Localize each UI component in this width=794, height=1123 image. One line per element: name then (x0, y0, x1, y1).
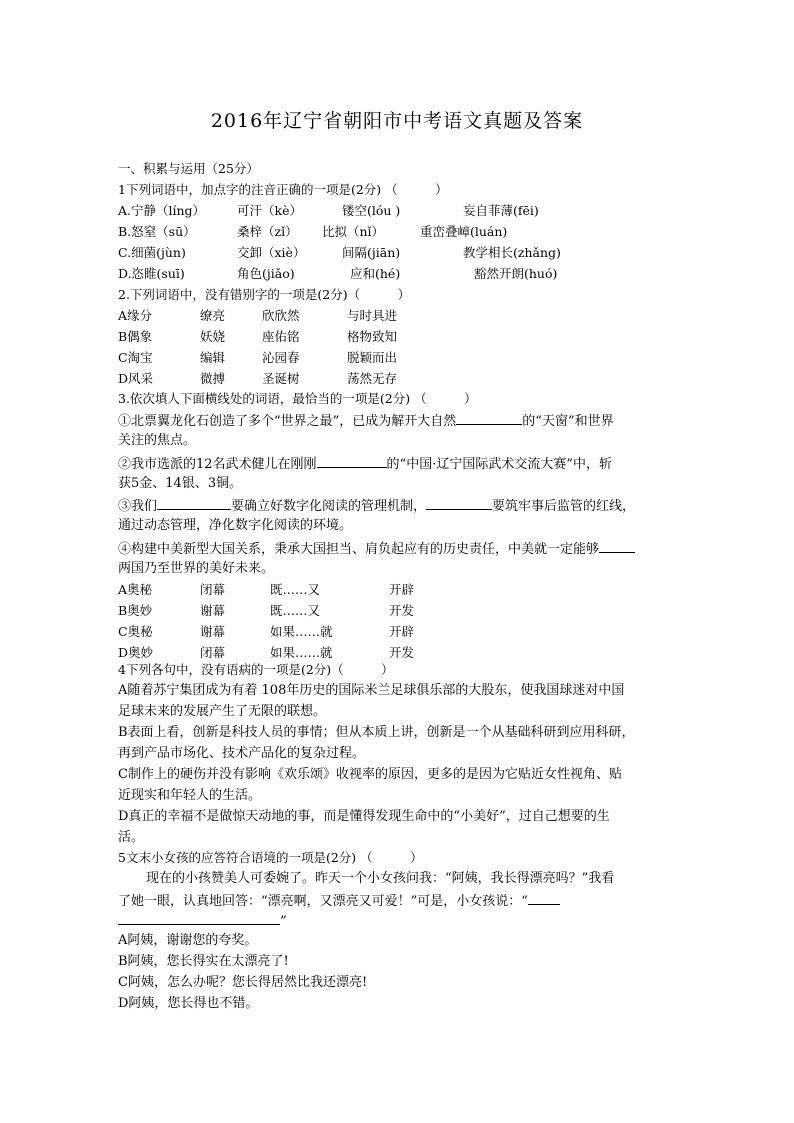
q5-passage-line1: 现在的小孩赞美人可委婉了。昨天一个小女孩问我：“阿姨，我长得漂亮吗？”我看 (146, 871, 615, 886)
q5-blank-1 (528, 892, 560, 905)
q1-c-2: 交卸（xiè） (237, 245, 306, 260)
section-heading: 一、积累与运用（25分） (118, 161, 259, 176)
q1-d-2: 角色(jiǎo) (237, 266, 295, 281)
q3-s4-part1: ④构建中美新型大国关系，秉承大国担当、肩负起应有的历史责任，中美就一定能够 (118, 542, 600, 557)
q3-s4-part2: 两国乃至世界的美好未来。 (118, 561, 275, 576)
q2-c-3: 沁园春 (262, 350, 300, 365)
q3-blank-4 (426, 497, 492, 510)
q1-b-1: B.怒窒（sū） (118, 224, 196, 239)
q4-option-c-line1: C制作上的硬伤并没有影响《欢乐颂》收视率的原因，更多的是因为它贴近女性视角、贴 (118, 767, 622, 782)
q5-passage-line2 (118, 892, 560, 910)
q3-s3-part1: ③我们 (118, 499, 158, 514)
q4-option-c-line2: 近现实和年轻人的生活。 (118, 788, 262, 803)
q4-option-d-line1: D真正的幸福不是做惊天动地的事，而是懂得发现生命中的“小美好”，过自己想要的生 (118, 809, 610, 824)
q2-c-2: 编辑 (200, 350, 226, 365)
q3-sentence-2 (118, 455, 612, 473)
question-3-stem: 3.依次填人下面横线处的词语，最恰当的一项是(2分) （ ） (118, 391, 477, 406)
q4-option-b-line2: 再到产品市场化、技术产品化的复杂过程。 (118, 746, 366, 761)
q3-b-3: 既……又 (270, 603, 321, 618)
q3-c-4: 开辟 (389, 624, 415, 639)
q3-s3-part2: 要确立好数字化阅读的管理机制， (231, 499, 427, 514)
q3-s1-part3: 关注的焦点。 (118, 433, 197, 448)
page-title: 2016年辽宁省朝阳市中考语文真题及答案 (210, 110, 584, 132)
q1-b-2: 桑梓（zǐ） (237, 224, 298, 239)
q3-a-1: A奥秘 (118, 582, 153, 597)
q3-sentence-3 (118, 497, 635, 515)
q3-b-2: 谢幕 (200, 603, 226, 618)
q2-d-2: 微搏 (200, 371, 226, 386)
q5-option-c: C阿姨，怎么办呢？您长得居然比我还漂亮! (118, 975, 368, 990)
q1-c-1: C.细菌(jùn) (118, 245, 186, 260)
q4-option-d-line2: 活。 (118, 830, 145, 845)
q3-blank-3 (157, 497, 231, 510)
q3-a-3: 既……又 (270, 582, 321, 597)
q2-a-3: 欣欣然 (262, 308, 300, 323)
q2-a-4: 与时具进 (347, 308, 398, 323)
q2-b-3: 座佑铭 (262, 329, 300, 344)
question-2-stem: 2.下列词语中，没有错别字的一项是(2分)（ ） (118, 287, 411, 302)
q3-b-1: B奥妙 (118, 603, 153, 618)
q3-a-4: 开辟 (389, 582, 415, 597)
q2-d-1: D风采 (118, 371, 154, 386)
q3-s2-part3: 获5金、14银、3铜。 (118, 476, 243, 491)
q1-b-4: 重峦叠嶂(luán) (420, 224, 508, 239)
q1-d-3: 应和(hé) (350, 266, 401, 281)
q5-passage-line3 (118, 912, 287, 930)
q3-blank-2 (317, 455, 387, 468)
q1-a-4: 妄自菲薄(fēi) (463, 203, 539, 218)
q3-d-4: 开发 (389, 645, 415, 660)
q2-b-4: 格物致知 (347, 329, 398, 344)
q3-sentence-4 (118, 540, 635, 558)
q3-d-1: D奥妙 (118, 645, 154, 660)
q1-c-3: 间隔(jiān) (342, 245, 401, 260)
q2-b-1: B偶象 (118, 329, 153, 344)
q3-sentence-1 (118, 412, 614, 430)
q5-option-b: B阿姨，您长得实在太漂亮了! (118, 954, 289, 969)
q4-option-b-line1: B表面上看，创新是科技人员的事情；但从本质上讲，创新是一个从基础科研到应用科研， (118, 725, 635, 740)
q1-c-4: 教学相长(zhǎng) (463, 245, 561, 260)
q3-s1-part2: 的“天窗”和世界 (522, 414, 614, 429)
q3-d-2: 闭幕 (200, 645, 226, 660)
q2-b-2: 妖娆 (200, 329, 226, 344)
q1-a-2: 可汗（kè） (237, 203, 302, 218)
q1-b-3: 比拟（nǐ） (322, 224, 385, 239)
q3-c-1: C奥秘 (118, 624, 153, 639)
q1-d-4: 豁然开朗(huó) (474, 266, 558, 281)
q3-s2-part2: 的“中国·辽宁国际武术交流大赛”中，斩 (386, 457, 612, 472)
q3-s2-part1: ②我市选派的12名武术健儿在刚刚 (118, 457, 317, 472)
q1-a-3: 镂空(lóu ) (342, 203, 401, 218)
q3-blank-5 (599, 540, 635, 553)
q3-a-2: 闭幕 (200, 582, 226, 597)
q4-option-a-line1: A随着苏宁集团成为有着 108年历史的国际米兰足球俱乐部的大股东，使我国球迷对中国 (118, 683, 625, 698)
q2-c-1: C淘宝 (118, 350, 153, 365)
q2-d-4: 荡然无存 (347, 371, 398, 386)
q5-passage-text: 了她一眼，认真地回答：“漂亮啊，又漂亮又可爱！”可是，小女孩说：“ (118, 894, 528, 909)
q5-blank-2 (118, 912, 280, 925)
q3-c-3: 如果……就 (270, 624, 333, 639)
q5-close-quote: ” (280, 914, 287, 929)
q3-b-4: 开发 (389, 603, 415, 618)
q3-blank-1 (456, 412, 522, 425)
q3-s3-part3: 要筑牢事后监管的红线， (492, 499, 636, 514)
question-4-stem: 4下列各句中，没有语病的一项是(2分)（ ） (118, 662, 394, 677)
q5-option-d: D阿姨，您长得也不错。 (118, 996, 259, 1011)
q2-c-4: 脱颖而出 (347, 350, 398, 365)
question-5-stem: 5文末小女孩的应答符合语境的一项是(2分) （ ） (118, 850, 423, 865)
q4-option-a-line2: 足球未来的发展产生了无限的联想。 (118, 704, 327, 719)
q2-d-3: 圣诞树 (262, 371, 300, 386)
q1-a-1: A.宁静（líng） (118, 203, 206, 218)
q3-s3-part4: 通过动态管理，净化数字化阅读的环境。 (118, 518, 353, 533)
question-1-stem: 1下列词语中，加点字的注音正确的一项是(2分) （ ） (118, 182, 448, 197)
q5-option-a: A阿姨，谢谢您的夸奖。 (118, 933, 258, 948)
q2-a-1: A缘分 (118, 308, 153, 323)
q3-s1-part1: ①北票翼龙化石创造了多个“世界之最”，已成为解开大自然 (118, 414, 457, 429)
q2-a-2: 缭亮 (200, 308, 226, 323)
q1-d-1: D.恣睢(suī) (118, 266, 185, 281)
q3-d-3: 如果……就 (270, 645, 333, 660)
q3-c-2: 谢幕 (200, 624, 226, 639)
